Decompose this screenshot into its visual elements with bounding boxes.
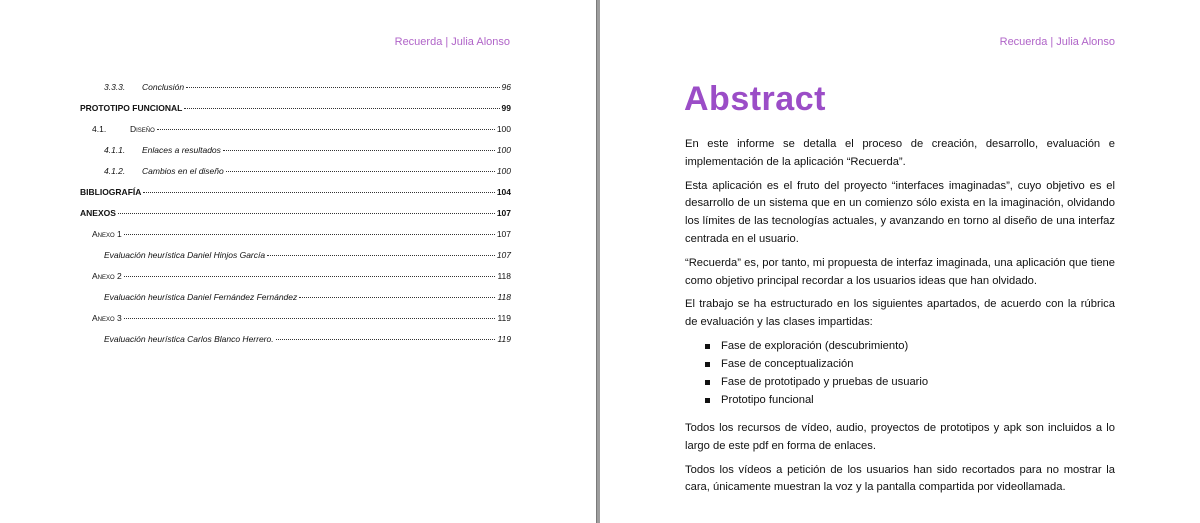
- abstract-paragraph: Todos los recursos de vídeo, audio, proyectos de prototipos y apk son incluidos a lo largo de este pdf en forma de enlaces.: [685, 421, 1115, 452]
- toc-entry-page: 107: [496, 250, 511, 260]
- abstract-body: [685, 136, 1115, 503]
- toc-leader: [124, 276, 496, 277]
- toc-entry-title: Evaluación heurística Carlos Blanco Herrero.: [104, 334, 274, 344]
- toc-entry[interactable]: [80, 145, 511, 166]
- toc-entry-title: Cambios en el diseño: [142, 166, 224, 176]
- abstract-paragraph: Esta aplicación es el fruto del proyecto “interfaces imaginadas”, cuyo objetivo es el desarrollo de un sistema que en un comienzo sólo exista en la imaginación, olvidando los límites de las tecnologías actuales, y avanzando en torno al diseño de una interfaz centrada en el usuario.: [685, 179, 1115, 245]
- toc-leader: [267, 255, 495, 256]
- toc-entry-page: 99: [501, 103, 511, 113]
- list-item-text: Fase de prototipado y pruebas de usuario: [721, 375, 929, 388]
- list-item: [705, 356, 1115, 374]
- abstract-paragraph: Todos los vídeos a petición de los usuarios han sido recortados para no mostrar la cara, únicamente muestran la voz y la pantalla compartida por videollamada.: [685, 463, 1115, 494]
- toc-entry[interactable]: [80, 292, 511, 313]
- toc-entry-title: Anexo 1: [92, 229, 122, 239]
- list-item-text: Fase de exploración (descubrimiento): [721, 339, 909, 352]
- abstract-heading: Abstract: [684, 80, 826, 118]
- toc-page: [0, 0, 596, 523]
- toc-entry-page: 104: [496, 187, 511, 197]
- toc-entry-title: Evaluación heurística Daniel Fernández Fernández: [104, 292, 298, 302]
- square-bullet-icon: [705, 398, 710, 403]
- toc-entry[interactable]: [80, 208, 511, 229]
- square-bullet-icon: [705, 380, 710, 385]
- toc-entry-title: Diseño: [130, 124, 155, 134]
- toc-entry-title: Anexo 2: [92, 271, 122, 281]
- toc-entry-page: 100: [496, 124, 511, 134]
- toc-leader: [276, 339, 496, 340]
- toc-entry-title: Enlaces a resultados: [142, 145, 221, 155]
- toc-entry-page: 107: [496, 208, 511, 218]
- toc-entry-title: PROTOTIPO FUNCIONAL: [80, 103, 183, 113]
- toc-entry[interactable]: [80, 229, 511, 250]
- toc-entry-number: 4.1.2.: [104, 166, 126, 176]
- toc-entry[interactable]: [80, 187, 511, 208]
- toc-entry-title: BIBLIOGRAFÍA: [80, 187, 142, 197]
- toc-leader: [299, 297, 495, 298]
- square-bullet-icon: [705, 362, 710, 367]
- toc-entry-page: 118: [497, 292, 511, 302]
- toc-leader: [124, 234, 495, 235]
- list-item: [705, 338, 1115, 356]
- list-item: [705, 392, 1115, 410]
- table-of-contents: [80, 82, 511, 355]
- toc-entry[interactable]: [80, 313, 511, 334]
- toc-entry[interactable]: [80, 334, 511, 355]
- toc-leader: [226, 171, 495, 172]
- toc-entry-page: 107: [496, 229, 511, 239]
- abstract-paragraph: “Recuerda” es, por tanto, mi propuesta de interfaz imaginada, una aplicación que tiene como objetivo principal recordar a los usuarios ideas que han olvidado.: [685, 256, 1115, 287]
- toc-entry[interactable]: [80, 103, 511, 124]
- abstract-page: [600, 0, 1200, 523]
- toc-entry-title: Anexo 3: [92, 313, 122, 323]
- toc-entry[interactable]: [80, 124, 511, 145]
- toc-entry-page: 100: [496, 145, 511, 155]
- list-item-text: Prototipo funcional: [721, 393, 814, 406]
- toc-entry[interactable]: [80, 166, 511, 187]
- list-item: [705, 374, 1115, 392]
- toc-leader: [124, 318, 496, 319]
- abstract-paragraph: En este informe se detalla el proceso de creación, desarrollo, evaluación e implementación de la aplicación “Recuerda”.: [685, 138, 1115, 168]
- toc-leader: [157, 129, 495, 130]
- toc-leader: [186, 87, 499, 88]
- toc-entry-number: 4.1.1.: [104, 145, 126, 155]
- running-header: Recuerda | Julia Alonso: [999, 36, 1115, 48]
- abstract-paragraph: El trabajo se ha estructurado en los siguientes apartados, de acuerdo con la rúbrica de evaluación y las clases impartidas:: [685, 298, 1115, 329]
- toc-entry[interactable]: [80, 82, 511, 103]
- running-header: Recuerda | Julia Alonso: [394, 36, 510, 48]
- toc-leader: [223, 150, 495, 151]
- toc-entry[interactable]: [80, 250, 511, 271]
- square-bullet-icon: [705, 344, 710, 349]
- list-item-text: Fase de conceptualización: [721, 357, 854, 370]
- toc-entry[interactable]: [80, 271, 511, 292]
- toc-entry-page: 119: [497, 313, 511, 323]
- toc-entry-number: 4.1.: [92, 124, 107, 134]
- toc-entry-title: ANEXOS: [80, 208, 116, 218]
- toc-leader: [143, 192, 494, 193]
- toc-leader: [118, 213, 495, 214]
- toc-entry-page: 100: [496, 166, 511, 176]
- toc-entry-page: 119: [497, 334, 511, 344]
- toc-leader: [184, 108, 499, 109]
- toc-entry-title: Evaluación heurística Daniel Hinjos García: [104, 250, 266, 260]
- toc-entry-page: 118: [497, 271, 511, 281]
- toc-entry-number: 3.3.3.: [104, 82, 126, 92]
- toc-entry-title: Conclusión: [142, 82, 185, 92]
- phase-list: [685, 338, 1115, 410]
- toc-entry-page: 96: [501, 82, 511, 92]
